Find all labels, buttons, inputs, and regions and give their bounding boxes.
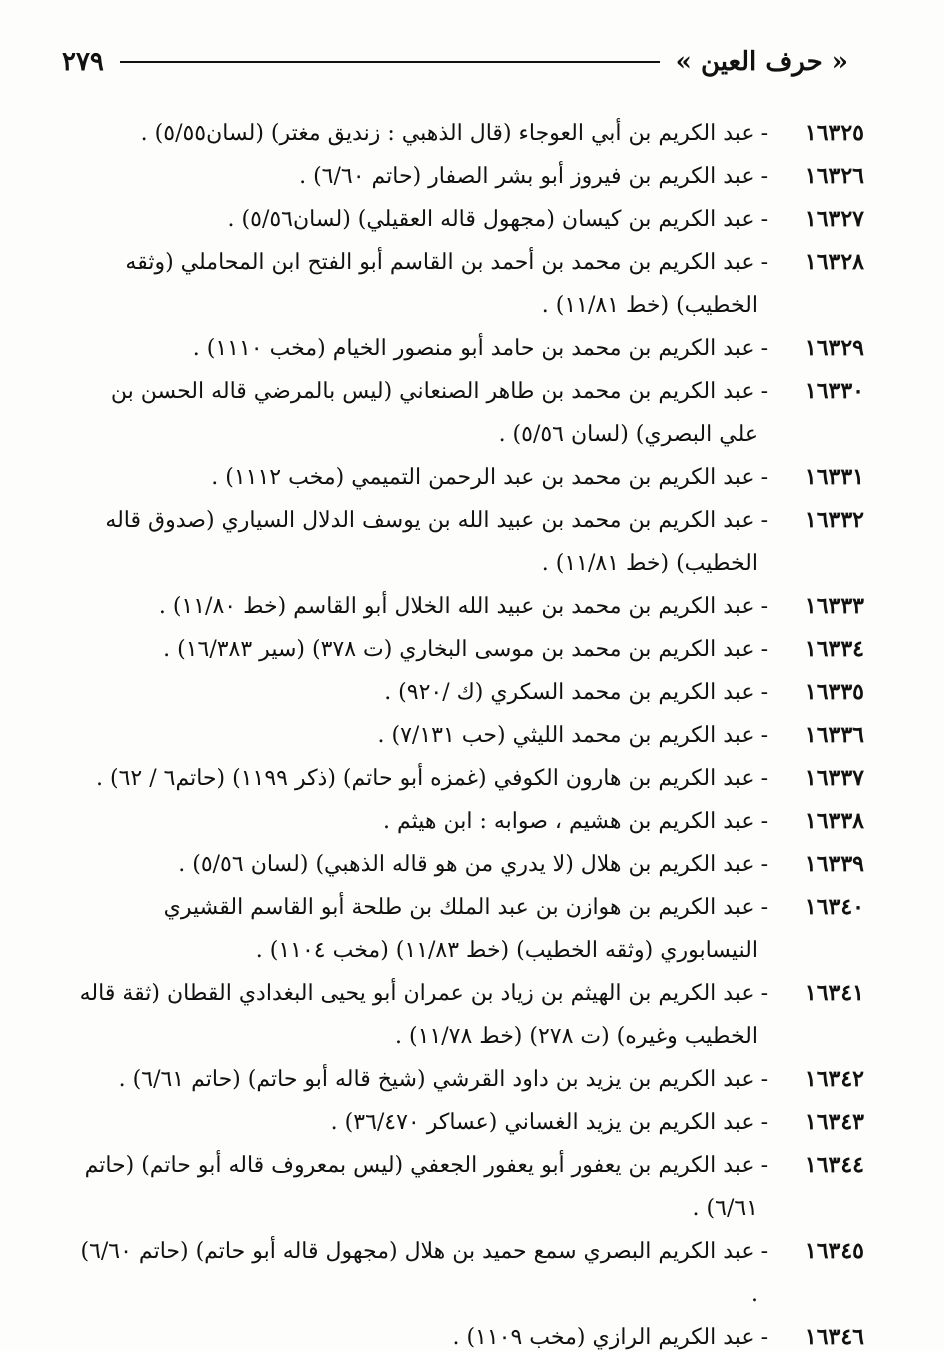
entry-number: ١٦٣٢٨: [804, 249, 864, 275]
entry-text: عبد الكريم بن يزيد الغساني (عساكر ٣٦/٤٧٠) .: [330, 1110, 755, 1135]
entry-dash: -: [760, 852, 768, 877]
entry-number: ١٦٣٤٠: [804, 894, 864, 920]
entry-text: عبد الكريم بن هوازن بن عبد الملك بن طلحة أبو القاسم القشيري النيسابوري (وثقه الخطيب) (خط ١١/٨٣) (مخب ١١٠٤) .: [163, 895, 758, 963]
list-item: [70, 628, 864, 671]
entry-dash: -: [760, 164, 768, 189]
entry-number: ١٦٣٤٤: [804, 1152, 864, 1178]
entry-number: ١٦٣٣١: [804, 464, 864, 490]
list-item: [70, 155, 864, 198]
entry-dash: -: [760, 465, 768, 490]
entry-text: عبد الكريم بن محمد بن أحمد بن القاسم أبو الفتح ابن المحاملي (وثقه الخطيب) (خط ١١/٨١) .: [125, 250, 758, 318]
entry-text: عبد الكريم بن محمد بن حامد أبو منصور الخيام (مخب ١١١٠) .: [192, 336, 755, 361]
list-item: [70, 757, 864, 800]
entry-dash: -: [760, 1153, 768, 1178]
list-item: [70, 671, 864, 714]
list-item: [70, 585, 864, 628]
list-item: [70, 1230, 864, 1316]
entry-text: عبد الكريم بن محمد بن موسى البخاري (ت ٣٧٨) (سير ١٦/٣٨٣) .: [163, 637, 755, 662]
list-item: [70, 456, 864, 499]
entry-number: ١٦٣٣٣: [804, 593, 864, 619]
entry-text: عبد الكريم بن محمد الليثي (حب ٧/١٣١) .: [377, 723, 755, 748]
entry-text: عبد الكريم بن محمد السكري (ك /٩٢٠) .: [384, 680, 755, 705]
entry-dash: -: [760, 809, 768, 834]
entry-dash: -: [760, 336, 768, 361]
entry-text: عبد الكريم بن هشيم ، صوابه : ابن هيثم .: [382, 809, 755, 834]
entry-number: ١٦٣٣٨: [804, 808, 864, 834]
entry-text: عبد الكريم بن محمد بن عبد الرحمن التميمي (مخب ١١١٢) .: [211, 465, 755, 490]
entry-dash: -: [760, 250, 768, 275]
entry-text: عبد الكريم بن يزيد بن داود القرشي (شيخ قاله أبو حاتم) (حاتم ٦/٦١) .: [118, 1067, 755, 1092]
entry-number: ١٦٣٣٩: [804, 851, 864, 877]
entry-number: ١٦٣٢٥: [804, 120, 864, 146]
list-item: [70, 1316, 864, 1359]
list-item: [70, 886, 864, 972]
entry-dash: -: [760, 680, 768, 705]
entry-dash: -: [760, 1067, 768, 1092]
entry-number: ١٦٣٣٤: [804, 636, 864, 662]
entry-text: عبد الكريم بن محمد بن عبيد الله الخلال أبو القاسم (خط ١١/٨٠) .: [158, 594, 755, 619]
entry-dash: -: [760, 379, 768, 404]
entry-dash: -: [760, 508, 768, 533]
entry-text: عبد الكريم البصري سمع حميد بن هلال (مجهول قاله أبو حاتم) (حاتم ٦/٦٠) .: [80, 1239, 758, 1307]
entry-text: عبد الكريم بن محمد بن طاهر الصنعاني (ليس بالمرضي قاله الحسن بن علي البصري) (لسان ٥/٥٦) .: [110, 379, 758, 447]
entry-dash: -: [760, 723, 768, 748]
list-item: [70, 972, 864, 1058]
entry-number: ١٦٣٣٥: [804, 679, 864, 705]
entry-dash: -: [760, 1325, 768, 1350]
list-item: [70, 1101, 864, 1144]
entry-dash: -: [760, 766, 768, 791]
page-number: ٢٧٩: [62, 47, 104, 77]
entry-text: عبد الكريم بن هارون الكوفي (غمزه أبو حاتم) (ذكر ١١٩٩) (حاتم٦ / ٦٢) .: [96, 766, 755, 791]
entry-dash: -: [760, 207, 768, 232]
entry-number: ١٦٣٤١: [804, 980, 864, 1006]
list-item: [70, 1058, 864, 1101]
running-title: « حرف العين »: [675, 47, 848, 77]
list-item: [70, 499, 864, 585]
list-item: [70, 800, 864, 843]
entry-number: ١٦٣٢٩: [804, 335, 864, 361]
entry-dash: -: [760, 1110, 768, 1135]
header-rule: [120, 61, 660, 63]
list-item: [70, 327, 864, 370]
entry-number: ١٦٣٣٠: [804, 378, 864, 404]
entry-text: عبد الكريم بن فيروز أبو بشر الصفار (حاتم ٦/٦٠) .: [299, 164, 755, 189]
entry-text: عبد الكريم بن الهيثم بن زياد بن عمران أبو يحيى البغدادي القطان (ثقة قاله الخطيب وغيره) (ت ٢٧٨) (خط ١١/٧٨) .: [79, 981, 758, 1049]
entry-number: ١٦٣٤٣: [804, 1109, 864, 1135]
entry-dash: -: [760, 637, 768, 662]
entry-dash: -: [760, 121, 768, 146]
entry-dash: -: [760, 981, 768, 1006]
entry-list: [70, 112, 864, 1359]
entry-dash: -: [760, 1239, 768, 1264]
entry-text: عبد الكريم بن محمد بن عبيد الله بن يوسف الدلال السياري (صدوق قاله الخطيب) (خط ١١/٨١) .: [105, 508, 758, 576]
list-item: [70, 370, 864, 456]
entry-text: عبد الكريم بن يعفور أبو يعفور الجعفي (ليس بمعروف قاله أبو حاتم) (حاتم ٦/٦١) .: [84, 1153, 758, 1221]
entry-number: ١٦٣٢٦: [804, 163, 864, 189]
entry-number: ١٦٣٤٥: [804, 1238, 864, 1264]
list-item: [70, 112, 864, 155]
entry-number: ١٦٣٣٢: [804, 507, 864, 533]
list-item: [70, 843, 864, 886]
page-header: [62, 42, 848, 82]
entry-number: ١٦٣٤٦: [804, 1324, 864, 1350]
entry-dash: -: [760, 895, 768, 920]
entry-text: عبد الكريم بن أبي العوجاء (قال الذهبي : زنديق مغتر) (لسان٥/٥٥) .: [140, 121, 755, 146]
entry-number: ١٦٣٢٧: [804, 206, 864, 232]
list-item: [70, 198, 864, 241]
entry-dash: -: [760, 594, 768, 619]
entry-number: ١٦٣٣٧: [804, 765, 864, 791]
entry-text: عبد الكريم بن هلال (لا يدري من هو قاله الذهبي) (لسان ٥/٥٦) .: [178, 852, 755, 877]
entry-text: عبد الكريم الرازي (مخب ١١٠٩) .: [452, 1325, 755, 1350]
entry-number: ١٦٣٣٦: [804, 722, 864, 748]
list-item: [70, 241, 864, 327]
entry-text: عبد الكريم بن كيسان (مجهول قاله العقيلي) (لسان٥/٥٦) .: [227, 207, 755, 232]
entry-number: ١٦٣٤٢: [804, 1066, 864, 1092]
list-item: [70, 1144, 864, 1230]
list-item: [70, 714, 864, 757]
